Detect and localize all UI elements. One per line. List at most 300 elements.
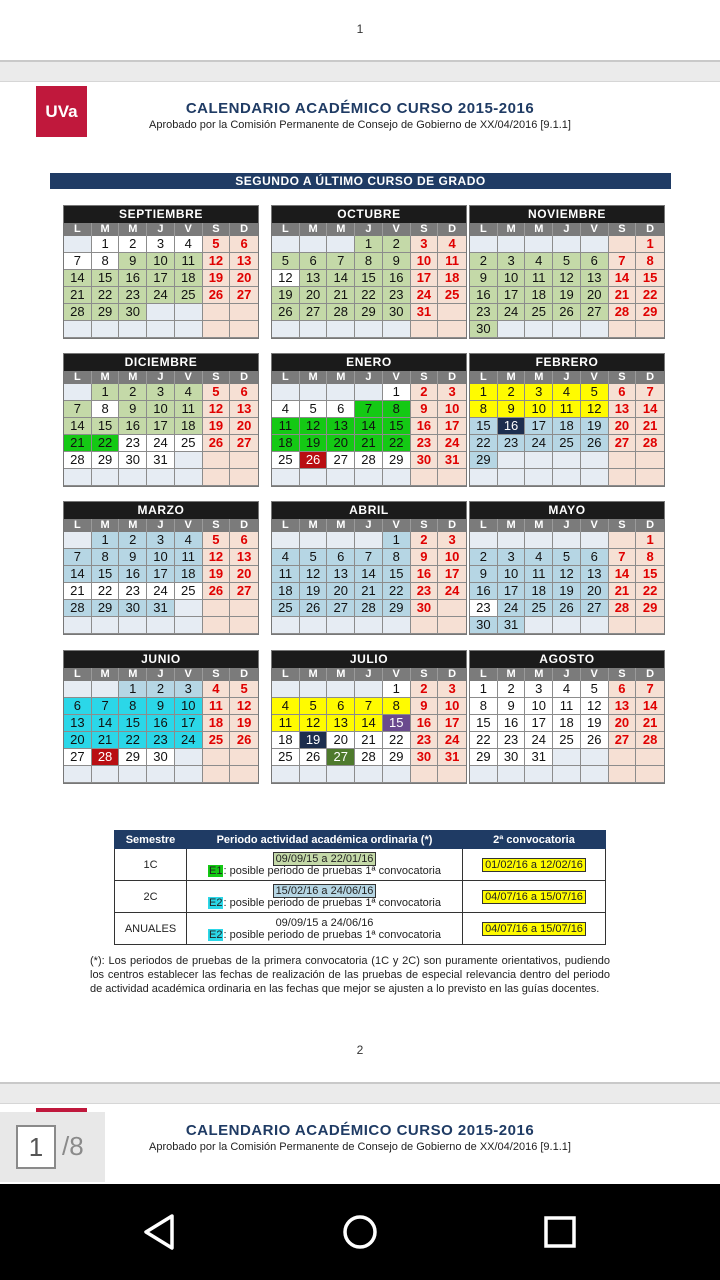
month-name: SEPTIEMBRE [64, 206, 258, 223]
day-cell: 24 [498, 600, 526, 617]
day-cell: 27 [581, 304, 609, 321]
day-cell: 24 [438, 435, 466, 452]
day-cell: 22 [383, 583, 411, 600]
day-cell: 22 [383, 435, 411, 452]
month-enero [271, 353, 467, 487]
day-cell: 29 [636, 304, 664, 321]
day-cell: 7 [355, 698, 383, 715]
day-cell: 11 [553, 401, 581, 418]
day-cell: 9 [119, 549, 147, 566]
day-cell [636, 321, 664, 338]
month-name: NOVIEMBRE [470, 206, 664, 223]
day-cell: 19 [300, 435, 328, 452]
day-cell: 31 [498, 617, 526, 634]
day-grid [272, 532, 466, 634]
day-cell: 30 [411, 749, 439, 766]
home-icon[interactable] [340, 1212, 380, 1252]
period-range: 09/09/15 a 22/01/16 [273, 852, 377, 866]
day-cell [272, 469, 300, 486]
day-cell: 8 [383, 698, 411, 715]
day-cell [175, 766, 203, 783]
weekday-label: S [609, 519, 637, 532]
month-name: MAYO [470, 502, 664, 519]
month-agosto [469, 650, 665, 784]
day-cell: 20 [609, 715, 637, 732]
table-row [115, 849, 606, 881]
day-cell: 17 [147, 566, 175, 583]
day-cell: 27 [327, 600, 355, 617]
row-semestre: 1C [115, 849, 187, 881]
day-cell: 23 [119, 287, 147, 304]
day-cell [300, 236, 328, 253]
day-cell [553, 452, 581, 469]
weekday-label: S [411, 668, 439, 681]
day-cell [498, 321, 526, 338]
day-cell [553, 617, 581, 634]
day-cell: 12 [553, 566, 581, 583]
day-cell [470, 532, 498, 549]
day-cell: 20 [609, 418, 637, 435]
day-cell: 29 [636, 600, 664, 617]
day-cell: 14 [636, 698, 664, 715]
day-cell: 5 [553, 549, 581, 566]
day-cell: 10 [175, 698, 203, 715]
day-cell: 4 [553, 384, 581, 401]
day-cell: 12 [272, 270, 300, 287]
day-cell: 17 [175, 715, 203, 732]
day-cell [411, 469, 439, 486]
day-cell [92, 766, 120, 783]
day-cell [438, 304, 466, 321]
day-cell: 29 [355, 304, 383, 321]
weekday-label: L [64, 371, 92, 384]
day-cell: 24 [175, 732, 203, 749]
day-cell: 17 [525, 715, 553, 732]
month-abril [271, 501, 467, 635]
day-cell: 11 [175, 549, 203, 566]
day-cell: 7 [636, 384, 664, 401]
day-cell: 16 [411, 418, 439, 435]
day-cell: 6 [230, 236, 258, 253]
day-cell: 18 [525, 287, 553, 304]
day-cell: 26 [203, 287, 231, 304]
day-cell: 8 [636, 549, 664, 566]
day-cell: 9 [498, 401, 526, 418]
day-cell: 20 [327, 732, 355, 749]
weekday-header [470, 668, 664, 681]
day-cell: 1 [92, 236, 120, 253]
day-cell: 15 [92, 270, 120, 287]
day-cell: 5 [553, 253, 581, 270]
weekday-label: M [525, 371, 553, 384]
day-cell [64, 321, 92, 338]
day-cell [203, 469, 231, 486]
day-cell: 28 [92, 749, 120, 766]
day-cell: 31 [147, 600, 175, 617]
day-cell: 15 [92, 418, 120, 435]
day-cell [525, 321, 553, 338]
day-cell [230, 600, 258, 617]
day-cell: 5 [581, 384, 609, 401]
weekday-label: V [383, 519, 411, 532]
day-cell [383, 469, 411, 486]
day-cell: 20 [327, 435, 355, 452]
weekday-label: M [300, 223, 328, 236]
weekday-label: M [525, 519, 553, 532]
day-cell: 31 [438, 452, 466, 469]
uva-logo: UVa [36, 86, 87, 137]
day-cell: 30 [119, 304, 147, 321]
day-cell: 27 [327, 749, 355, 766]
day-cell [609, 532, 637, 549]
weekday-label: S [203, 371, 231, 384]
day-cell: 12 [203, 549, 231, 566]
weekday-label: M [327, 668, 355, 681]
day-cell: 8 [92, 401, 120, 418]
day-cell: 23 [411, 732, 439, 749]
day-cell [553, 321, 581, 338]
weekday-header [64, 519, 258, 532]
row-semestre: 2C [115, 881, 187, 913]
day-cell: 12 [300, 715, 328, 732]
day-cell [272, 617, 300, 634]
day-cell: 14 [64, 270, 92, 287]
day-cell: 8 [470, 401, 498, 418]
weekday-label: J [553, 371, 581, 384]
month-mayo [469, 501, 665, 635]
day-cell: 21 [636, 418, 664, 435]
day-cell: 16 [498, 715, 526, 732]
conv-range: 01/02/16 a 12/02/16 [482, 858, 586, 872]
day-cell: 26 [203, 435, 231, 452]
day-cell [553, 749, 581, 766]
current-page-input[interactable]: 1 [16, 1125, 56, 1169]
day-cell: 4 [203, 681, 231, 698]
day-cell: 10 [438, 401, 466, 418]
day-cell: 3 [525, 384, 553, 401]
day-cell: 15 [636, 270, 664, 287]
weekday-label: D [240, 519, 249, 531]
page-subtitle: Aprobado por la Comisión Permanente de Consejo de Gobierno de XX/04/2016 [9.1.1] [149, 119, 571, 131]
day-cell: 7 [64, 401, 92, 418]
day-cell: 2 [470, 549, 498, 566]
day-cell: 15 [383, 566, 411, 583]
weekday-label: D [240, 668, 249, 680]
day-cell: 21 [355, 435, 383, 452]
day-cell [300, 532, 328, 549]
day-cell: 24 [147, 435, 175, 452]
day-cell: 23 [498, 732, 526, 749]
day-cell: 16 [119, 418, 147, 435]
day-cell: 22 [636, 287, 664, 304]
day-cell [92, 321, 120, 338]
day-cell: 16 [383, 270, 411, 287]
weekday-label: L [470, 668, 498, 681]
day-cell: 18 [175, 418, 203, 435]
day-cell: 10 [411, 253, 439, 270]
day-cell: 25 [553, 435, 581, 452]
day-cell [300, 469, 328, 486]
day-cell: 29 [383, 452, 411, 469]
day-cell [272, 321, 300, 338]
weekday-label: D [448, 223, 457, 235]
weekday-label: M [327, 519, 355, 532]
day-cell [147, 304, 175, 321]
day-cell [636, 766, 664, 783]
day-cell: 23 [411, 435, 439, 452]
weekday-label: M [92, 371, 120, 384]
day-cell: 29 [383, 600, 411, 617]
weekday-label: V [175, 519, 203, 532]
month-name: ABRIL [272, 502, 466, 519]
day-cell: 21 [64, 583, 92, 600]
day-cell [636, 617, 664, 634]
day-cell [581, 766, 609, 783]
day-cell [525, 236, 553, 253]
day-cell [609, 236, 637, 253]
day-cell: 10 [147, 253, 175, 270]
day-cell: 14 [355, 418, 383, 435]
day-cell [438, 766, 466, 783]
day-cell: 12 [203, 253, 231, 270]
day-cell [272, 532, 300, 549]
day-cell: 30 [411, 600, 439, 617]
day-cell: 14 [64, 566, 92, 583]
day-cell: 18 [553, 418, 581, 435]
day-cell: 25 [272, 749, 300, 766]
day-cell: 5 [300, 549, 328, 566]
day-cell [553, 766, 581, 783]
day-cell [92, 681, 120, 698]
weekday-label: M [498, 668, 526, 681]
day-cell [636, 469, 664, 486]
day-cell: 19 [553, 583, 581, 600]
row-periodo [187, 849, 463, 881]
day-cell [119, 766, 147, 783]
day-cell: 16 [498, 418, 526, 435]
day-cell: 1 [92, 532, 120, 549]
day-cell [581, 452, 609, 469]
day-cell: 9 [383, 253, 411, 270]
semester-table [114, 830, 606, 945]
day-cell: 19 [203, 270, 231, 287]
day-cell: 26 [203, 583, 231, 600]
month-name: OCTUBRE [272, 206, 466, 223]
day-cell [636, 749, 664, 766]
day-cell [438, 321, 466, 338]
day-cell: 16 [147, 715, 175, 732]
day-cell [411, 321, 439, 338]
exam-note: : posible periodo de pruebas 1ª convocatoria [223, 928, 441, 941]
day-cell [119, 469, 147, 486]
day-cell [581, 749, 609, 766]
day-cell [355, 681, 383, 698]
day-cell: 26 [272, 304, 300, 321]
day-cell: 5 [300, 401, 328, 418]
weekday-header [64, 371, 258, 384]
day-cell: 14 [355, 715, 383, 732]
period-range: 09/09/15 a 24/06/16 [275, 916, 374, 929]
day-cell: 6 [581, 253, 609, 270]
day-cell: 16 [119, 566, 147, 583]
day-cell: 1 [470, 681, 498, 698]
day-cell: 11 [272, 418, 300, 435]
day-cell: 20 [230, 566, 258, 583]
weekday-label: D [646, 371, 655, 383]
day-cell [470, 236, 498, 253]
day-cell [327, 321, 355, 338]
day-cell: 22 [470, 435, 498, 452]
day-cell: 11 [553, 698, 581, 715]
page-number-bottom: 2 [356, 1043, 364, 1057]
day-cell: 30 [147, 749, 175, 766]
day-cell: 10 [438, 549, 466, 566]
day-grid [470, 236, 664, 338]
day-cell [553, 236, 581, 253]
month-name: FEBRERO [470, 354, 664, 371]
day-cell: 5 [203, 236, 231, 253]
day-cell [355, 321, 383, 338]
day-cell [609, 321, 637, 338]
day-cell: 30 [470, 321, 498, 338]
day-cell: 15 [470, 715, 498, 732]
weekday-label: L [272, 223, 300, 236]
day-cell: 25 [175, 435, 203, 452]
day-cell: 10 [438, 698, 466, 715]
day-cell [203, 321, 231, 338]
day-cell: 30 [119, 452, 147, 469]
day-cell: 24 [525, 435, 553, 452]
day-cell: 11 [272, 715, 300, 732]
day-cell: 19 [203, 566, 231, 583]
page-indicator[interactable] [0, 1112, 105, 1182]
day-cell [175, 304, 203, 321]
day-cell: 9 [411, 698, 439, 715]
weekday-label: J [355, 668, 383, 681]
day-cell: 13 [327, 418, 355, 435]
page-separator [0, 60, 720, 82]
col-semestre: Semestre [115, 831, 187, 849]
day-cell: 25 [525, 600, 553, 617]
day-cell: 18 [175, 566, 203, 583]
day-cell [203, 766, 231, 783]
day-cell: 23 [119, 583, 147, 600]
day-cell: 24 [147, 287, 175, 304]
day-cell: 6 [609, 681, 637, 698]
day-cell [203, 617, 231, 634]
day-cell: 20 [581, 287, 609, 304]
weekday-label: V [581, 519, 609, 532]
weekday-label: S [411, 223, 439, 236]
day-cell: 14 [92, 715, 120, 732]
row-convocatoria [463, 849, 606, 881]
day-cell: 21 [327, 287, 355, 304]
day-cell: 17 [498, 287, 526, 304]
back-icon[interactable] [140, 1212, 180, 1252]
row-convocatoria [463, 913, 606, 945]
day-cell: 13 [327, 715, 355, 732]
footnote: (*): Los periodos de pruebas de la primera convocatoria (1C y 2C) son puramente orientativos, pudiendo los centros establecer las fechas de realización de las pruebas de especial relevancia dentro del periodo de actividad académica ordinaria en las fechas que mejor se ajusten a lo previsto en las guías docentes. [90, 955, 610, 995]
day-grid [64, 384, 258, 486]
day-cell: 3 [147, 384, 175, 401]
day-grid [272, 384, 466, 486]
day-cell: 18 [272, 732, 300, 749]
course-banner: SEGUNDO A ÚLTIMO CURSO DE GRADO [50, 173, 671, 189]
day-cell [175, 469, 203, 486]
weekday-header [272, 223, 466, 236]
day-cell: 21 [609, 583, 637, 600]
day-cell: 28 [327, 304, 355, 321]
day-cell: 28 [609, 600, 637, 617]
day-cell: 3 [498, 549, 526, 566]
day-cell: 2 [411, 681, 439, 698]
day-cell: 31 [438, 749, 466, 766]
day-cell: 10 [147, 401, 175, 418]
day-cell: 15 [383, 715, 411, 732]
day-cell [300, 766, 328, 783]
day-cell: 25 [553, 732, 581, 749]
day-cell: 7 [64, 253, 92, 270]
day-cell: 12 [581, 401, 609, 418]
day-cell: 1 [92, 384, 120, 401]
day-cell: 4 [175, 236, 203, 253]
day-cell [272, 681, 300, 698]
day-cell [525, 617, 553, 634]
day-cell: 2 [119, 384, 147, 401]
day-cell [300, 681, 328, 698]
day-cell: 1 [355, 236, 383, 253]
day-cell: 28 [64, 600, 92, 617]
day-cell: 23 [411, 583, 439, 600]
day-cell: 24 [438, 583, 466, 600]
day-cell [147, 617, 175, 634]
day-cell: 1 [383, 384, 411, 401]
day-cell [327, 617, 355, 634]
day-cell [581, 532, 609, 549]
day-cell: 12 [553, 270, 581, 287]
weekday-header [272, 519, 466, 532]
day-cell: 13 [230, 549, 258, 566]
weekday-label: M [327, 223, 355, 236]
page-subtitle-2: Aprobado por la Comisión Permanente de Consejo de Gobierno de XX/04/2016 [9.1.1] [149, 1141, 571, 1153]
weekday-label: J [147, 371, 175, 384]
day-cell: 22 [636, 583, 664, 600]
weekday-label: L [64, 668, 92, 681]
day-cell [498, 236, 526, 253]
day-cell [230, 452, 258, 469]
weekday-label: D [646, 519, 655, 531]
weekday-label: S [609, 223, 637, 236]
day-cell: 19 [553, 287, 581, 304]
recents-icon[interactable] [540, 1212, 580, 1252]
conv-range: 04/07/16 a 15/07/16 [482, 922, 586, 936]
day-cell: 15 [355, 270, 383, 287]
day-cell: 20 [581, 583, 609, 600]
day-cell: 17 [438, 418, 466, 435]
day-cell: 4 [175, 384, 203, 401]
day-cell [470, 766, 498, 783]
page-number-top: 1 [356, 22, 364, 36]
exam-note: : posible periodo de pruebas 1ª convocatoria [223, 864, 441, 877]
day-cell [92, 617, 120, 634]
day-cell: 11 [175, 253, 203, 270]
exam-tag: E1 [209, 864, 223, 877]
day-cell [525, 766, 553, 783]
day-cell: 27 [609, 732, 637, 749]
month-septiembre [63, 205, 259, 339]
day-cell: 21 [355, 583, 383, 600]
day-cell [300, 384, 328, 401]
